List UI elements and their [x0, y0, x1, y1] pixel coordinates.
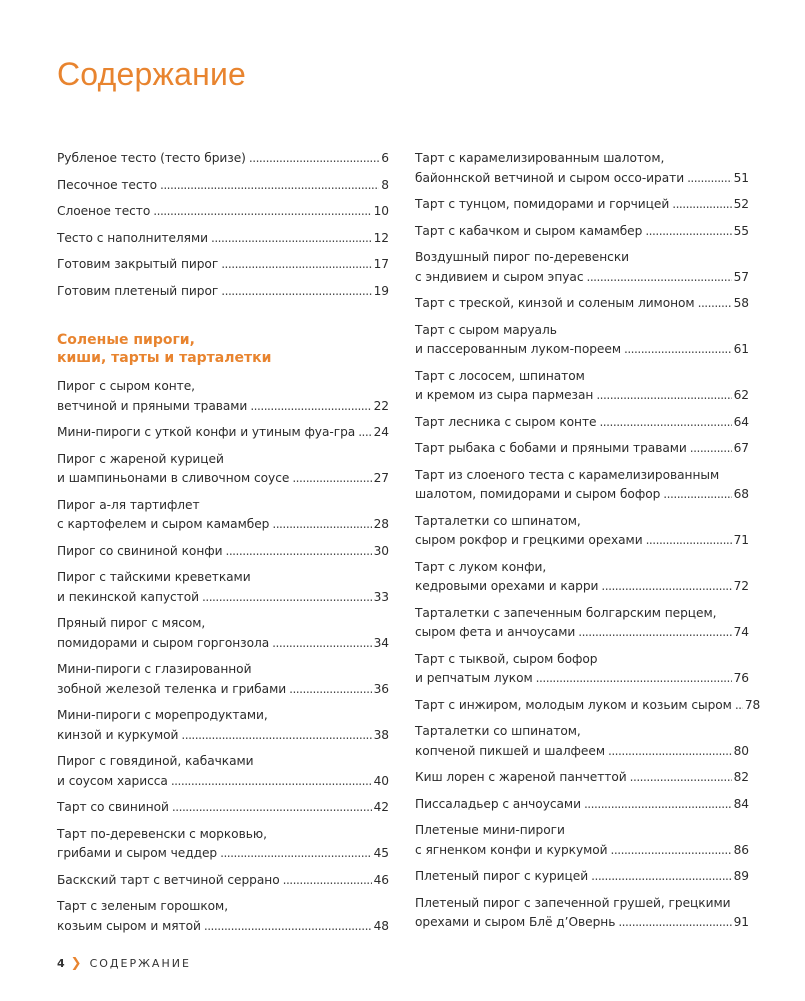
- toc-entry-title-line: Киш лорен с жареной панчеттой: [415, 770, 627, 784]
- toc-entry: [57, 282, 389, 302]
- toc-entry-page-number: 10: [373, 204, 389, 218]
- page-footer: [57, 956, 191, 971]
- toc-entry-title-line: Тарт из слоеного теста с карамелизированным: [415, 467, 720, 482]
- toc-entry: [57, 542, 389, 562]
- toc-entry-page-number: 91: [733, 915, 749, 929]
- toc-entry-page-number: 17: [373, 257, 389, 271]
- toc-entry-title-line: и соусом харисса: [57, 773, 168, 788]
- toc-entry-row: [57, 469, 389, 489]
- dot-leader: [292, 469, 371, 489]
- toc-entry: [57, 897, 389, 936]
- toc-entry-row: [57, 149, 389, 169]
- toc-entry-row: [415, 669, 749, 689]
- toc-entry-title-line: Тарталетки со шпинатом,: [415, 513, 581, 528]
- toc-entry-page-number: 57: [733, 269, 749, 284]
- toc-entry-title-line: Тарталетки с запеченным болгарским перцем,: [415, 605, 717, 620]
- dot-leader: [225, 542, 371, 562]
- toc-entry-title-line: Тарт с треской, кинзой и соленым лимоном: [415, 296, 695, 310]
- toc-entry: [415, 768, 749, 788]
- toc-entry-page-number: 19: [373, 283, 389, 298]
- dot-leader: [204, 917, 372, 937]
- toc-entry-title-line: Тарт с лососем, шпинатом: [415, 368, 585, 383]
- toc-list-basics: [57, 149, 389, 301]
- toc-entry-title-line: Пирог а-ля тартифлет: [57, 497, 200, 512]
- toc-left-column: [57, 149, 389, 943]
- toc-entry: [415, 722, 749, 761]
- toc-entry-title-line: Плетеный пирог с запеченной грушей, грецкими: [415, 895, 731, 910]
- toc-entry-title-line: Плетеный пирог с курицей: [415, 869, 589, 883]
- toc-entry-title-line: с картофелем и сыром камамбер: [57, 517, 270, 531]
- toc-entry-title-line: Тарт с луком конфи,: [415, 559, 547, 574]
- toc-entry-title-line: Песочное тесто: [57, 177, 157, 192]
- dot-leader: [608, 742, 732, 762]
- toc-entry-page-number: 80: [733, 743, 749, 758]
- toc-entry-row: [415, 413, 749, 433]
- dot-leader: [586, 268, 731, 288]
- toc-entry-title-line: с ягненком конфи и куркумой: [415, 842, 608, 857]
- dot-leader: [672, 195, 731, 215]
- toc-entry-title-line: Писсаладьер с анчоусами: [415, 796, 581, 811]
- dot-leader: [624, 340, 732, 360]
- toc-entry-row: [415, 768, 749, 788]
- toc-entry-row: [415, 696, 761, 716]
- toc-entry-title-line: и пассерованным луком-пореем: [415, 342, 621, 356]
- dot-leader: [596, 386, 731, 406]
- toc-entry-row: [415, 340, 749, 360]
- toc-entry-page-number: 22: [373, 398, 389, 413]
- toc-entry-page-number: 72: [733, 579, 749, 593]
- toc-entry-page-number: 86: [733, 842, 749, 857]
- dot-leader: [735, 696, 743, 716]
- toc-entry-title-line: Готовим плетеный пирог: [57, 283, 219, 298]
- toc-entry: [57, 229, 389, 249]
- toc-entry: [57, 706, 389, 745]
- toc-entry-row: [57, 726, 389, 746]
- toc-entry-title-line: и кремом из сыра пармезан: [415, 388, 594, 402]
- dot-leader: [283, 871, 372, 891]
- toc-entry: [415, 248, 749, 287]
- toc-entry-title-line: байоннской ветчиной и сыром оссо-ирати: [415, 170, 685, 185]
- toc-entry-title-line: сыром фета и анчоусами: [415, 625, 576, 639]
- toc-entry-title-line: Тарт рыбака с бобами и пряными травами: [415, 441, 687, 455]
- toc-entry-row: [415, 222, 749, 242]
- dot-leader: [630, 768, 732, 788]
- toc-entry-row: [415, 795, 749, 815]
- toc-entry-page-number: 42: [373, 800, 389, 814]
- toc-entry-page-number: 28: [373, 517, 389, 531]
- toc-entry-title-line: Воздушный пирог по-деревенски: [415, 250, 629, 264]
- toc-entry: [415, 604, 749, 643]
- toc-entry-page-number: 36: [373, 681, 389, 696]
- toc-entry-row: [57, 772, 389, 792]
- dot-leader: [172, 798, 372, 818]
- toc-entry: [415, 696, 761, 716]
- toc-entry-title-line: Тесто с наполнителями: [57, 230, 208, 245]
- toc-entry: [57, 871, 389, 891]
- toc-entry: [415, 413, 749, 433]
- toc-entry-page-number: 62: [733, 388, 749, 402]
- toc-entry: [415, 149, 749, 188]
- toc-entry: [415, 512, 749, 551]
- toc-entry: [57, 496, 389, 535]
- toc-entry: [415, 321, 749, 360]
- toc-entry-title-line: Тарт с тыквой, сыром бофор: [415, 651, 598, 666]
- toc-entry-title-line: козьим сыром и мятой: [57, 918, 201, 933]
- toc-entry-title-line: Тарт лесника с сыром конте: [415, 414, 597, 429]
- toc-entry-row: [57, 917, 389, 937]
- toc-entry-page-number: 89: [733, 869, 749, 883]
- toc-entry: [415, 795, 749, 815]
- toc-entry-row: [57, 844, 389, 864]
- dot-leader: [536, 669, 732, 689]
- toc-entry-title-line: копченой пикшей и шалфеем: [415, 743, 605, 758]
- toc-entry-row: [57, 634, 389, 654]
- toc-entry: [57, 660, 389, 699]
- toc-entry-row: [415, 577, 749, 597]
- running-header: СОДЕРЖАНИЕ: [89, 957, 191, 970]
- toc-entry-page-number: 61: [733, 342, 749, 356]
- toc-entry-page-number: 82: [733, 770, 749, 784]
- dot-leader: [645, 222, 731, 242]
- toc-entry-page-number: 67: [733, 441, 749, 455]
- toc-entry-title-line: Тарт со свининой: [57, 800, 169, 814]
- toc-entry-row: [415, 439, 749, 459]
- toc-entry-title-line: грибами и сыром чеддер: [57, 846, 218, 860]
- toc-entry-row: [57, 229, 389, 249]
- toc-entry-title-line: и шампиньонами в сливочном соусе: [57, 471, 290, 485]
- dot-leader: [171, 772, 372, 792]
- toc-entry-title-line: и пекинской капустой: [57, 589, 200, 604]
- toc-entry-page-number: 24: [373, 425, 389, 439]
- toc-entry-page-number: 78: [744, 697, 761, 712]
- toc-entry-title-line: Мини-пироги с морепродуктами,: [57, 708, 268, 722]
- toc-entry-row: [415, 531, 749, 551]
- toc-entry: [57, 255, 389, 275]
- toc-entry-row: [415, 913, 749, 933]
- dot-leader: [153, 202, 371, 222]
- toc-entry: [57, 614, 389, 653]
- toc-entry-title-line: зобной железой теленка и грибами: [57, 681, 287, 696]
- toc-entry-page-number: 84: [733, 796, 749, 811]
- toc-entry-title-line: Тарт с инжиром, молодым луком и козьим сыром: [415, 697, 732, 712]
- toc-entry-title-line: Пирог с сыром конте,: [57, 379, 195, 393]
- toc-entry: [415, 222, 749, 242]
- toc-entry-row: [57, 282, 389, 302]
- toc-entry-page-number: 76: [733, 671, 749, 685]
- toc-entry-page-number: 48: [373, 918, 389, 933]
- dot-leader: [221, 282, 371, 302]
- toc-entry: [415, 294, 749, 314]
- toc-entry: [57, 149, 389, 169]
- toc-entry-title-line: Тарт с сыром маруаль: [415, 322, 557, 337]
- dot-leader: [358, 423, 371, 443]
- toc-entry-page-number: 45: [373, 846, 389, 860]
- dot-leader: [289, 680, 371, 700]
- dot-leader: [687, 169, 732, 189]
- toc-entry-page-number: 55: [733, 223, 749, 238]
- toc-entry-title-line: Плетеные мини-пироги: [415, 823, 565, 837]
- toc-entry-row: [57, 542, 389, 562]
- toc-list-savory-pies: [57, 377, 389, 936]
- toc-entry-row: [57, 588, 389, 608]
- toc-entry-title-line: Тарталетки со шпинатом,: [415, 724, 581, 738]
- toc-entry-row: [57, 515, 389, 535]
- toc-entry-page-number: 74: [733, 625, 749, 639]
- toc-entry-title-line: Мини-пироги с уткой конфи и утиным фуа-гра: [57, 425, 356, 439]
- toc-entry-title-line: ветчиной и пряными травами: [57, 398, 248, 413]
- toc-entry-title-line: Тарт с кабачком и сыром камамбер: [415, 223, 643, 238]
- toc-entry-page-number: 52: [733, 197, 749, 211]
- toc-entry-row: [57, 871, 389, 891]
- toc-entry-title-line: Пирог со свининой конфи: [57, 543, 223, 558]
- toc-entry: [57, 377, 389, 416]
- toc-entry: [415, 195, 749, 215]
- toc-entry: [57, 825, 389, 864]
- toc-entry-page-number: 27: [373, 471, 389, 485]
- toc-entry-row: [415, 485, 749, 505]
- toc-entry-row: [415, 386, 749, 406]
- toc-entry: [57, 423, 389, 443]
- dot-leader: [599, 413, 731, 433]
- chevron-right-icon: ❯: [70, 956, 82, 971]
- toc-entry-row: [57, 397, 389, 417]
- toc-entry-title-line: кинзой и куркумой: [57, 727, 179, 742]
- dot-leader: [272, 515, 371, 535]
- toc-entry-title-line: Тарт с тунцом, помидорами и горчицей: [415, 197, 670, 211]
- toc-entry: [415, 558, 749, 597]
- toc-entry: [415, 650, 749, 689]
- toc-entry-title-line: кедровыми орехами и карри: [415, 579, 599, 593]
- toc-entry-row: [415, 268, 749, 288]
- dot-leader: [221, 255, 371, 275]
- dot-leader: [611, 841, 732, 861]
- toc-entry-row: [57, 255, 389, 275]
- toc-right-column: [415, 149, 761, 940]
- toc-entry: [57, 450, 389, 489]
- toc-entry-title-line: сыром рокфор и грецкими орехами: [415, 533, 643, 547]
- toc-entry: [415, 821, 749, 860]
- toc-entry-title-line: Готовим закрытый пирог: [57, 257, 219, 271]
- toc-entry-page-number: 68: [733, 487, 749, 501]
- toc-entry-row: [415, 623, 749, 643]
- toc-entry-title-line: и репчатым луком: [415, 671, 533, 685]
- toc-entry-title-line: шалотом, помидорами и сыром бофор: [415, 487, 661, 501]
- section-heading: [57, 331, 389, 367]
- toc-entry-row: [415, 294, 749, 314]
- toc-entry: [57, 752, 389, 791]
- toc-entry-page-number: 12: [373, 230, 389, 245]
- toc-entry: [415, 439, 749, 459]
- toc-entry-title-line: Пирог с жареной курицей: [57, 451, 224, 466]
- toc-entry-row: [57, 798, 389, 818]
- toc-entry-page-number: 40: [373, 773, 389, 788]
- toc-entry-row: [415, 169, 749, 189]
- toc-entry-title-line: Тарт по-деревенски с морковью,: [57, 826, 267, 841]
- toc-entry-title-line: Тарт с зеленым горошком,: [57, 899, 229, 913]
- dot-leader: [220, 844, 371, 864]
- toc-entry-page-number: 33: [373, 589, 389, 604]
- toc-entry-title-line: Рубленое тесто (тесто бризе): [57, 151, 246, 165]
- toc-entry-title-line: с эндивием и сыром эпуас: [415, 269, 584, 284]
- dot-leader: [690, 439, 732, 459]
- page-title: Содержание: [57, 56, 247, 92]
- page-number: 4: [57, 957, 65, 970]
- toc-entry: [57, 798, 389, 818]
- toc-entry-title-line: помидорами и сыром горгонзола: [57, 635, 270, 650]
- toc-entry-row: [57, 423, 389, 443]
- toc-entry: [57, 202, 389, 222]
- section-heading-line-2: киши, тарты и тарталетки: [57, 350, 272, 366]
- dot-leader: [663, 485, 731, 505]
- dot-leader: [578, 623, 731, 643]
- toc-entry-title-line: Тарт с карамелизированным шалотом,: [415, 151, 665, 165]
- dot-leader: [698, 294, 732, 314]
- dot-leader: [250, 397, 371, 417]
- toc-list-tarts: [415, 149, 761, 933]
- toc-entry-row: [57, 176, 389, 196]
- dot-leader: [160, 176, 379, 196]
- dot-leader: [646, 531, 732, 551]
- toc-entry-page-number: 51: [733, 170, 749, 185]
- toc-entry-title-line: Пряный пирог с мясом,: [57, 616, 206, 630]
- dot-leader: [601, 577, 731, 597]
- toc-entry-page-number: 34: [373, 635, 389, 650]
- section-heading-line-1: Соленые пироги,: [57, 332, 195, 348]
- dot-leader: [584, 795, 732, 815]
- dot-leader: [211, 229, 372, 249]
- dot-leader: [202, 588, 372, 608]
- toc-entry: [415, 367, 749, 406]
- toc-entry: [57, 176, 389, 196]
- toc-entry-page-number: 6: [381, 151, 389, 165]
- toc-entry-page-number: 71: [733, 533, 749, 547]
- dot-leader: [618, 913, 731, 933]
- toc-entry-page-number: 38: [373, 727, 389, 742]
- toc-entry-row: [415, 841, 749, 861]
- dot-leader: [181, 726, 371, 746]
- toc-entry-title-line: Баскский тарт с ветчиной серрано: [57, 872, 280, 887]
- toc-entry-row: [57, 202, 389, 222]
- dot-leader: [249, 149, 379, 169]
- dot-leader: [272, 634, 371, 654]
- toc-entry-title-line: Пирог с тайскими креветками: [57, 570, 251, 584]
- toc-entry: [415, 894, 749, 933]
- toc-entry-row: [57, 680, 389, 700]
- toc-entry-page-number: 58: [733, 296, 749, 310]
- toc-entry: [415, 867, 749, 887]
- toc-entry-page-number: 64: [733, 414, 749, 429]
- toc-entry-page-number: 46: [373, 872, 389, 887]
- toc-entry-title-line: Мини-пироги с глазированной: [57, 662, 252, 676]
- toc-entry: [57, 568, 389, 607]
- toc-entry: [415, 466, 749, 505]
- toc-entry-page-number: 8: [381, 177, 389, 192]
- toc-entry-title-line: Слоеное тесто: [57, 204, 151, 218]
- toc-entry-row: [415, 742, 749, 762]
- toc-entry-page-number: 30: [373, 543, 389, 558]
- toc-entry-row: [415, 867, 749, 887]
- toc-entry-title-line: орехами и сыром Блё д’Овернь: [415, 915, 616, 929]
- toc-entry-title-line: Пирог с говядиной, кабачками: [57, 754, 254, 768]
- dot-leader: [591, 867, 731, 887]
- toc-entry-row: [415, 195, 749, 215]
